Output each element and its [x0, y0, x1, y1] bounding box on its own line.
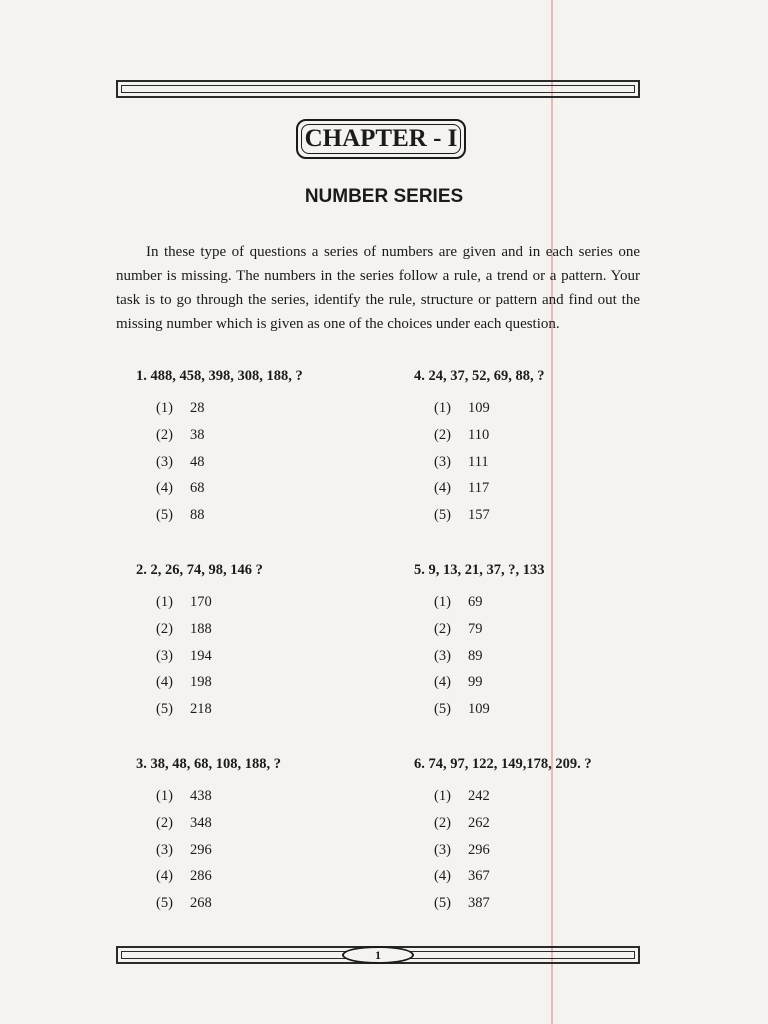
chapter-heading: CHAPTER - I	[296, 119, 466, 159]
option: (2) 38	[156, 426, 205, 443]
option: (3) 296	[434, 841, 490, 858]
option: (2) 348	[156, 814, 212, 831]
option: (2) 110	[434, 426, 490, 443]
intro-paragraph: In these type of questions a series of numbers are given and in each series one number is missing. The numbers in the series follow a rule, a trend or a pattern. Your task is to go through the series, identify the rule, structure or pattern and find out the missing number which is given as one of the choices under each question.	[116, 244, 640, 332]
option: (1) 69	[434, 594, 483, 610]
question-stem: 6. 74, 97, 122, 149,178, 209. ?	[414, 756, 592, 772]
question-stem: 4. 24, 37, 52, 69, 88, ?	[414, 368, 545, 384]
option: (4) 367	[434, 868, 490, 885]
option: (1) 170	[156, 594, 212, 610]
option: (1) 438	[156, 788, 212, 804]
option: (1) 242	[434, 788, 490, 804]
option: (5) 218	[156, 701, 212, 718]
option: (2) 188	[156, 620, 212, 637]
option: (1) 28	[156, 400, 205, 416]
option: (4) 68	[156, 480, 205, 497]
option: (4) 198	[156, 674, 212, 691]
option: (5) 88	[156, 507, 205, 524]
option: (5) 157	[434, 507, 490, 524]
question-5	[414, 562, 644, 728]
question-2	[136, 562, 366, 728]
question-3	[136, 756, 366, 922]
option: (1) 109	[434, 400, 490, 416]
option: (3) 48	[156, 453, 205, 470]
option: (4) 117	[434, 480, 490, 497]
option: (3) 111	[434, 453, 489, 470]
question-stem: 2. 2, 26, 74, 98, 146 ?	[136, 562, 263, 578]
option: (3) 89	[434, 647, 483, 664]
question-1	[136, 368, 366, 534]
option: (3) 194	[156, 647, 212, 664]
option: (5) 268	[156, 895, 212, 912]
question-stem: 1. 488, 458, 398, 308, 188, ?	[136, 368, 303, 384]
question-6	[414, 756, 644, 922]
page-number: 1	[342, 946, 414, 964]
option: (2) 262	[434, 814, 490, 831]
option: (3) 296	[156, 841, 212, 858]
question-4	[414, 368, 644, 534]
option: (2) 79	[434, 620, 483, 637]
option: (5) 109	[434, 701, 490, 718]
page-title: NUMBER SERIES	[304, 186, 464, 207]
question-stem: 5. 9, 13, 21, 37, ?, 133	[414, 562, 545, 578]
top-border-bar	[116, 80, 640, 98]
option: (5) 387	[434, 895, 490, 912]
question-stem: 3. 38, 48, 68, 108, 188, ?	[136, 756, 281, 772]
option: (4) 286	[156, 868, 212, 885]
option: (4) 99	[434, 674, 483, 691]
